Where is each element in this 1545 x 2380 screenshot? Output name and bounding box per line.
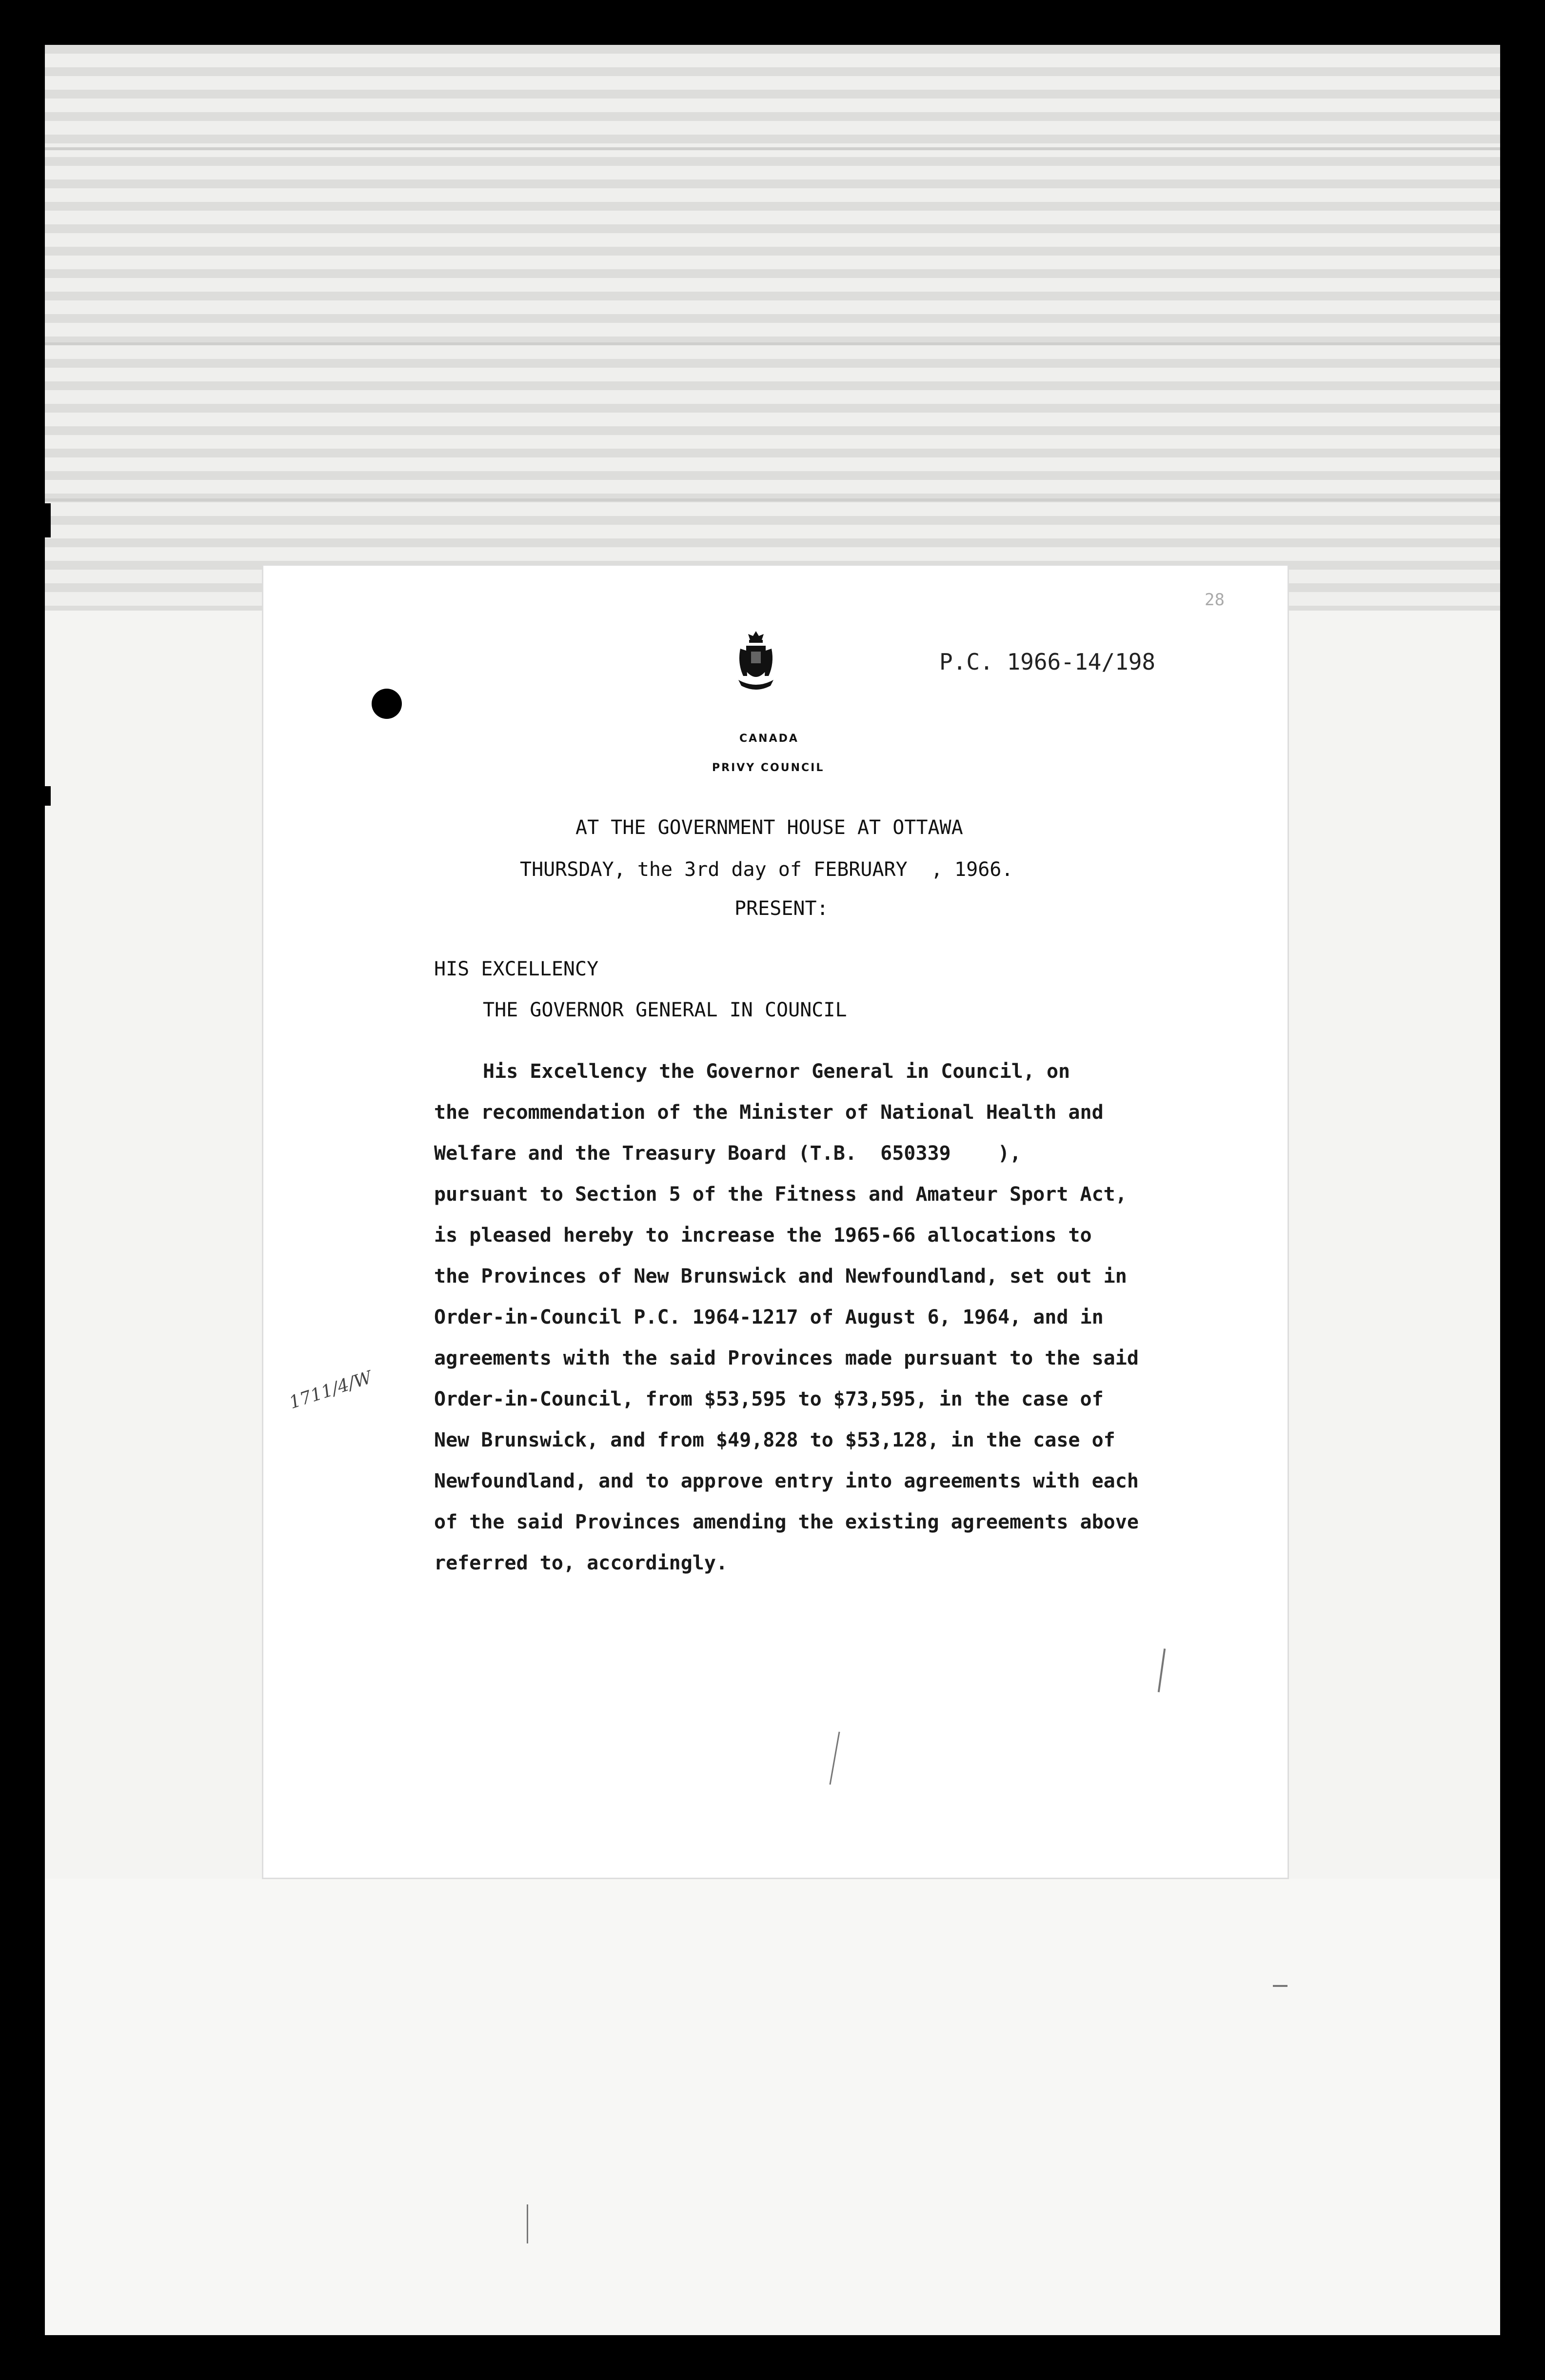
body-line: pursuant to Section 5 of the Fitness and Amateur Sport Act, [434, 1183, 1127, 1206]
order-number: P.C. 1966-14/198 [939, 649, 1156, 675]
corner-mark: 28 [1205, 590, 1225, 610]
attendee-governor-general: THE GOVERNOR GENERAL IN COUNCIL [483, 999, 847, 1021]
body-line: His Excellency the Governor General in Council, on [483, 1060, 1070, 1083]
scan-streak [45, 498, 1500, 501]
body-line: the Provinces of New Brunswick and Newfoundland, set out in [434, 1265, 1127, 1288]
body-line: Order-in-Council P.C. 1964-1217 of August 6, 1964, and in [434, 1306, 1104, 1329]
scan-background-bottom [45, 1879, 1500, 2335]
scan-streak [45, 342, 1500, 345]
body-line: of the said Provinces amending the existing agreements above [434, 1511, 1139, 1533]
seal-caption-privy-council: PRIVY COUNCIL [712, 762, 825, 774]
handwritten-margin-note: 1711/4/W [286, 1367, 375, 1413]
body-line: Order-in-Council, from $53,595 to $73,595, in the case of [434, 1388, 1104, 1410]
body-line: Welfare and the Treasury Board (T.B. 650339 ), [434, 1142, 1022, 1165]
seal-caption-canada: CANADA [739, 733, 799, 745]
attendee-his-excellency: HIS EXCELLENCY [434, 958, 599, 980]
body-line: is pleased hereby to increase the 1965-66 allocations to [434, 1224, 1092, 1247]
scan-background-top [45, 45, 1500, 611]
body-line: New Brunswick, and from $49,828 to $53,128, in the case of [434, 1429, 1115, 1451]
body-line: agreements with the said Provinces made pursuant to the said [434, 1347, 1139, 1369]
film-edge-mark [45, 503, 51, 537]
body-line: referred to, accordingly. [434, 1552, 728, 1574]
film-edge-mark [45, 786, 51, 806]
present-heading: PRESENT: [734, 897, 829, 920]
meeting-location: AT THE GOVERNMENT HOUSE AT OTTAWA [575, 816, 963, 839]
scan-scratch [527, 2204, 528, 2243]
coat-of-arms-seal [732, 629, 780, 702]
meeting-date: THURSDAY, the 3rd day of FEBRUARY , 1966. [520, 858, 1013, 881]
punch-hole [372, 689, 402, 719]
scan-streak [45, 147, 1500, 150]
body-line: Newfoundland, and to approve entry into agreements with each [434, 1470, 1139, 1492]
scan-scratch [1273, 1985, 1288, 1987]
body-line: the recommendation of the Minister of National Health and [434, 1101, 1104, 1124]
